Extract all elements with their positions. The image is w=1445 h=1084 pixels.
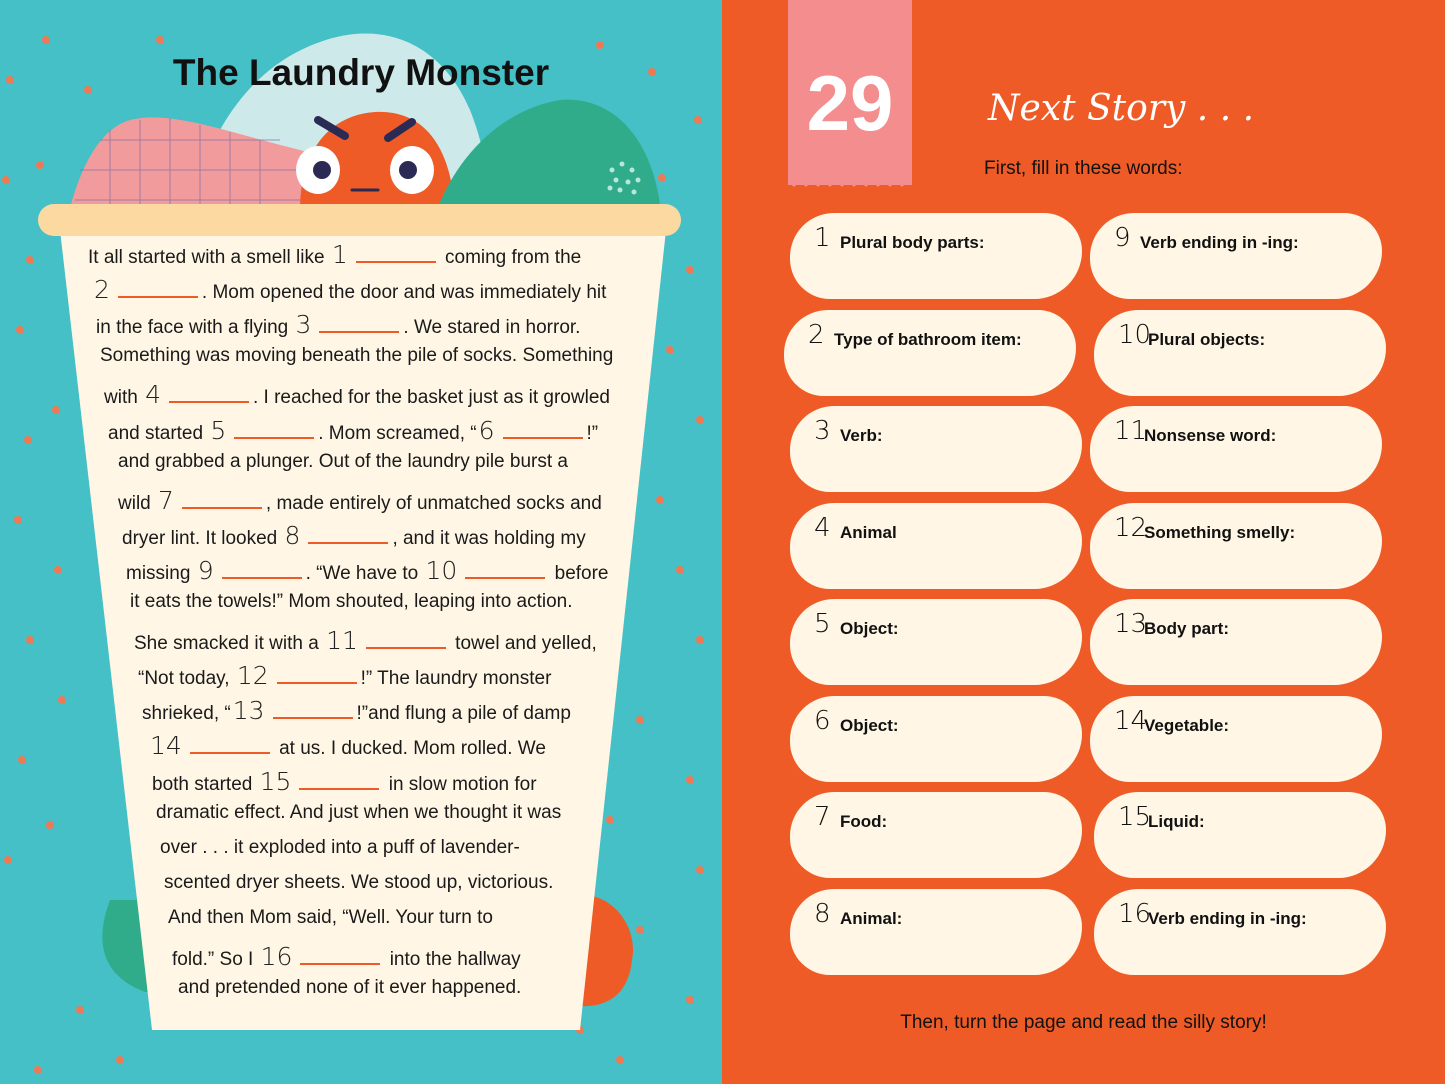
story-text-fragment: . Mom screamed, “	[318, 422, 477, 444]
story-line	[96, 310, 580, 339]
prompt-number: 12	[1114, 512, 1148, 543]
word-prompt-box[interactable]	[1094, 310, 1386, 396]
prompt-label: Verb ending in -ing:	[1140, 233, 1299, 252]
story-line	[168, 907, 493, 929]
fill-in-blank[interactable]	[319, 317, 399, 333]
prompt-label: Nonsense word:	[1144, 426, 1277, 445]
prompt-number: 15	[1118, 802, 1152, 832]
word-prompt-box[interactable]	[1090, 213, 1382, 299]
story-text-fragment: dryer lint. It looked	[122, 527, 283, 549]
story-line	[100, 345, 613, 367]
story-text-fragment: !”	[586, 422, 599, 444]
story-line	[118, 486, 602, 515]
blank-number: 1	[331, 240, 348, 269]
story-text-fragment: dramatic effect. And just when we thought it was	[156, 801, 562, 823]
story-text-fragment: !”and flung a pile of damp	[356, 703, 571, 725]
blank-number: 4	[145, 380, 161, 410]
footer-text: Then, turn the page and read the silly story!	[900, 1012, 1267, 1033]
story-line	[172, 942, 521, 971]
next-story-heading: Next Story . . .	[988, 88, 1255, 129]
story-text-fragment: wild	[118, 492, 157, 514]
story-text-fragment: towel and yelled,	[449, 633, 597, 655]
story-text-fragment: and started	[108, 422, 209, 444]
story-text-fragment: . “We have to	[305, 562, 424, 584]
word-prompt-box[interactable]	[790, 213, 1082, 299]
word-prompt-box[interactable]	[790, 406, 1082, 492]
word-prompt-box[interactable]	[784, 310, 1076, 396]
story-line	[134, 626, 597, 655]
story-text-fragment: fold.” So I	[172, 949, 259, 970]
story-title: The Laundry Monster	[172, 52, 550, 93]
prompt-number: 4	[814, 512, 831, 543]
fill-in-blank[interactable]	[366, 633, 446, 649]
word-prompt-box[interactable]	[1090, 599, 1382, 685]
fill-in-blank[interactable]	[300, 949, 380, 965]
word-prompt-box[interactable]	[1090, 696, 1382, 782]
fill-in-blank[interactable]	[308, 528, 388, 544]
story-line	[156, 802, 561, 824]
prompt-label: Verb:	[840, 426, 883, 445]
prompt-number: 8	[814, 898, 831, 929]
fill-in-blank[interactable]	[299, 774, 379, 790]
fill-in-blank[interactable]	[277, 668, 357, 684]
story-text-fragment: And then Mom said, “Well. Your turn to	[168, 906, 493, 928]
fill-in-blank[interactable]	[503, 423, 583, 439]
left-page	[0, 0, 722, 1084]
story-text-fragment: shrieked, “	[142, 703, 231, 725]
fill-in-blank[interactable]	[190, 738, 270, 754]
story-text-fragment: with	[104, 387, 144, 409]
story-text-fragment: Something was moving beneath the pile of socks. Something	[100, 345, 614, 367]
word-prompt-box[interactable]	[790, 792, 1082, 878]
fill-in-blank[interactable]	[182, 493, 262, 509]
blank-number: 14	[150, 731, 182, 761]
fill-in-blank[interactable]	[118, 282, 198, 298]
blank-number: 15	[259, 766, 292, 796]
prompt-label: Animal	[840, 522, 897, 542]
prompt-number: 6	[814, 705, 831, 736]
story-text-fragment: and grabbed a plunger. Out of the laundry pile burst a	[118, 450, 568, 472]
story-text-fragment: missing	[126, 562, 196, 584]
story-text-fragment: !” The laundry monster	[360, 668, 552, 690]
prompt-number: 16	[1118, 898, 1152, 929]
story-line	[108, 416, 598, 445]
word-prompt-box[interactable]	[790, 889, 1082, 975]
story-text-fragment: She smacked it with a	[134, 633, 325, 655]
fill-in-blank[interactable]	[222, 563, 302, 579]
blank-number: 3	[295, 310, 312, 340]
story-line	[104, 380, 610, 409]
story-text-fragment: at us. I ducked. Mom rolled. We	[273, 738, 546, 760]
story-text-fragment: over . . . it exploded into a puff of lavender-	[160, 836, 520, 858]
blank-number: 9	[197, 555, 214, 585]
story-line	[126, 556, 609, 585]
prompt-label: Body part:	[1144, 619, 1229, 638]
prompt-number: 3	[814, 416, 831, 446]
story-line	[130, 591, 573, 613]
story-text-fragment: in the face with a flying	[96, 317, 294, 339]
prompt-number: 9	[1114, 223, 1131, 253]
prompt-label: Object:	[840, 619, 899, 638]
blank-number: 13	[232, 696, 265, 726]
story-line	[142, 696, 571, 725]
prompt-label: Vegetable:	[1144, 715, 1230, 735]
page-number: 29	[806, 59, 894, 147]
story-line	[122, 521, 586, 550]
story-line	[160, 837, 520, 859]
right-page	[722, 0, 1445, 1084]
story-line	[138, 661, 551, 690]
story-text-fragment: coming from the	[439, 247, 582, 268]
prompt-number: 7	[814, 802, 831, 832]
story-text-fragment: It all started with a smell like	[88, 247, 330, 268]
fill-in-blank[interactable]	[465, 563, 545, 579]
fill-in-blank[interactable]	[356, 247, 436, 263]
prompt-number: 10	[1118, 319, 1152, 350]
blank-number: 5	[210, 415, 227, 445]
prompt-number: 5	[814, 609, 831, 639]
word-prompt-box[interactable]	[1090, 503, 1382, 589]
story-line	[118, 451, 568, 473]
prompt-label: Liquid:	[1148, 812, 1205, 831]
prompt-number: 2	[808, 319, 825, 350]
blank-number: 8	[284, 520, 301, 550]
story-text-fragment: . I reached for the basket just as it growled	[252, 387, 610, 409]
instruction-text: First, fill in these words:	[984, 158, 1183, 179]
word-prompt-box[interactable]	[1090, 406, 1382, 492]
word-prompt-box[interactable]	[790, 696, 1082, 782]
story-line	[92, 275, 606, 304]
story-text-fragment: it eats the towels!” Mom shouted, leaping into action.	[130, 591, 573, 612]
story-text-fragment: in slow motion for	[383, 773, 537, 795]
blank-number: 2	[94, 275, 110, 305]
blank-number: 6	[478, 415, 495, 445]
story-text-fragment: and pretended none of it ever happened.	[178, 977, 522, 999]
word-prompt-box[interactable]	[1094, 792, 1386, 878]
blank-number: 7	[158, 485, 174, 515]
prompt-number: 11	[1114, 416, 1148, 446]
prompt-label: Plural body parts:	[840, 233, 985, 252]
fill-in-blank[interactable]	[273, 703, 353, 719]
prompt-label: Type of bathroom item:	[834, 329, 1022, 349]
story-line	[152, 767, 537, 796]
prompt-number: 1	[814, 223, 831, 253]
blank-number: 12	[236, 661, 269, 691]
prompt-label: Plural objects:	[1148, 329, 1266, 349]
story-line	[178, 977, 521, 999]
story-text-fragment: . Mom opened the door and was immediately hit	[201, 282, 607, 304]
prompt-label: Animal:	[840, 908, 903, 928]
story-line	[164, 872, 553, 894]
story-text-fragment: both started	[152, 773, 258, 795]
story-line	[88, 240, 581, 269]
story-text-fragment: , made entirely of unmatched socks and	[265, 492, 602, 514]
story-text-fragment: scented dryer sheets. We stood up, victorious.	[164, 871, 554, 893]
prompt-label: Something smelly:	[1144, 522, 1296, 542]
blank-number: 16	[260, 942, 293, 971]
prompt-label: Food:	[840, 812, 888, 831]
fill-in-blank[interactable]	[169, 387, 249, 403]
fill-in-blank[interactable]	[234, 423, 314, 439]
story-text-fragment: into the hallway	[384, 949, 521, 970]
tab-zigzag-edge	[788, 177, 912, 197]
prompt-number: 13	[1114, 609, 1148, 639]
blank-number: 11	[326, 626, 358, 656]
word-prompt-box[interactable]	[790, 599, 1082, 685]
word-prompt-box[interactable]	[790, 503, 1082, 589]
prompt-label: Object:	[840, 715, 899, 735]
story-text-fragment: . We stared in horror.	[403, 317, 581, 339]
blank-number: 10	[425, 555, 458, 585]
story-line	[148, 731, 546, 760]
prompt-number: 14	[1114, 705, 1148, 736]
story-text-fragment: “Not today,	[138, 668, 235, 690]
prompt-label: Verb ending in -ing:	[1148, 908, 1307, 928]
story-text-fragment: before	[549, 562, 609, 584]
story-text-fragment: , and it was holding my	[392, 527, 586, 549]
word-prompt-box[interactable]	[1094, 889, 1386, 975]
